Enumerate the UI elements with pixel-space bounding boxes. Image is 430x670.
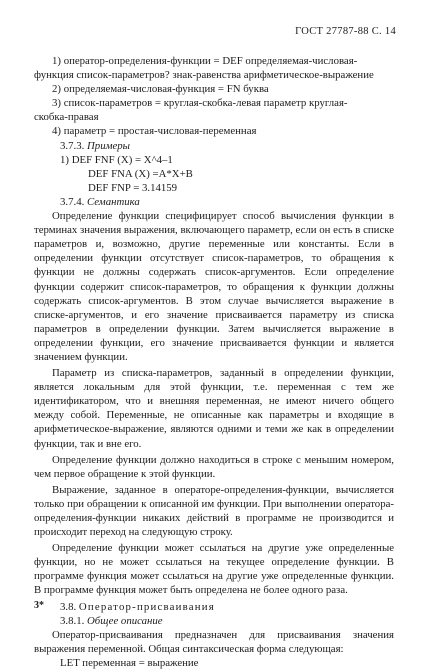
paragraph-semantics-4: Выражение, заданное в операторе-определения-функции, вычисляется только при обращении к описанной им функции. При выполнении оператора-определения-функции никаких действий в программе не производится и происходит переход на следующую строку. — [34, 483, 394, 539]
syntax-item-3a: 3) список-параметров = круглая-скобка-левая параметр круглая- — [52, 97, 348, 110]
section-title: Примеры — [87, 139, 130, 152]
syntax-item-3b: скобка-правая — [34, 111, 99, 124]
paragraph-semantics-5: Определение функции может ссылаться на другие уже определенные функции, но не может ссылаться на текущее определение функции. В программе функция может ссылаться на другие уже определенные функции. В программе функция может быть определена не более одного раза. — [34, 542, 394, 597]
page-header: ГОСТ 27787-88 С. 14 — [295, 26, 396, 37]
syntax-item-1a: 1) оператор-определения-функции = DEF определяемая-числовая- — [52, 55, 358, 67]
page-footer-mark: 3* — [34, 600, 44, 611]
document-body — [34, 54, 394, 670]
paragraph-semantics-3: Определение функции должно находиться в строке с меньшим номером, чем первое обращение к этой функции. — [34, 453, 394, 480]
section-heading-3-8-1 — [34, 614, 394, 628]
let-syntax-line: LET переменная = выражение — [60, 656, 199, 669]
section-heading-3-7-4 — [34, 195, 394, 209]
section-number: 3.8.1. — [60, 614, 85, 627]
section-number: 3.7.3. — [60, 139, 85, 152]
section-heading-3-7-3 — [34, 139, 394, 153]
syntax-item-2: 2) определяемая-числовая-функция = FN буква — [52, 83, 269, 96]
section-title: Семантика — [87, 195, 140, 208]
section-number: 3.7.4. — [60, 195, 85, 208]
paragraph-assignment: Оператор-присваивания предназначен для присваивания значения выражения переменной. Общая синтаксическая форма следующая: — [34, 628, 394, 655]
section-title: Оператор-присваивания — [78, 600, 215, 613]
paragraph-semantics-2: Параметр из списка-параметров, заданный в определении функции, является локальным для этой функции, т.е. переменная с тем же идентификатором, что и внешняя переменная, не имеют ничего общего между собой. Переменные, не описанные как параметры и входящие в арифметическое-выражение, являются одними и теми же как в определении функции, так и вне его. — [34, 367, 394, 450]
syntax-item-4: 4) параметр = простая-числовая-переменная — [52, 125, 257, 138]
section-heading-3-8 — [34, 600, 394, 614]
paragraph-semantics-1: Определение функции специфицирует способ вычисления функции в терминах значения выражения, включающего параметр, если он есть в списке параметров и, возможно, другие переменные или константы. Если в определении функции отсутствует список-параметров, то обращения к функции не должны содержать список-аргументов. Если определение функции содержит список-параметров, то обращения к функции должны содержать список-аргументов. В этом случае вычисляется выражение в списке-аргументов, и его значение присваивается параметру из списка параметров в определении функции. Затем вычисляется выражение в определении функции, его значение присваивается функции и является значением функции. — [34, 210, 395, 363]
section-number: 3.8. — [60, 600, 77, 613]
example-1: 1) DEF FNF (X) = X^4–1 — [60, 153, 173, 166]
syntax-item-1b: функция список-параметров? знак-равенства арифметическое-выражение — [34, 69, 374, 82]
example-2: DEF FNA (X) =A*X+B — [88, 167, 193, 180]
example-3: DEF FNP = 3.14159 — [88, 181, 178, 194]
section-title: Общее описание — [87, 614, 163, 627]
